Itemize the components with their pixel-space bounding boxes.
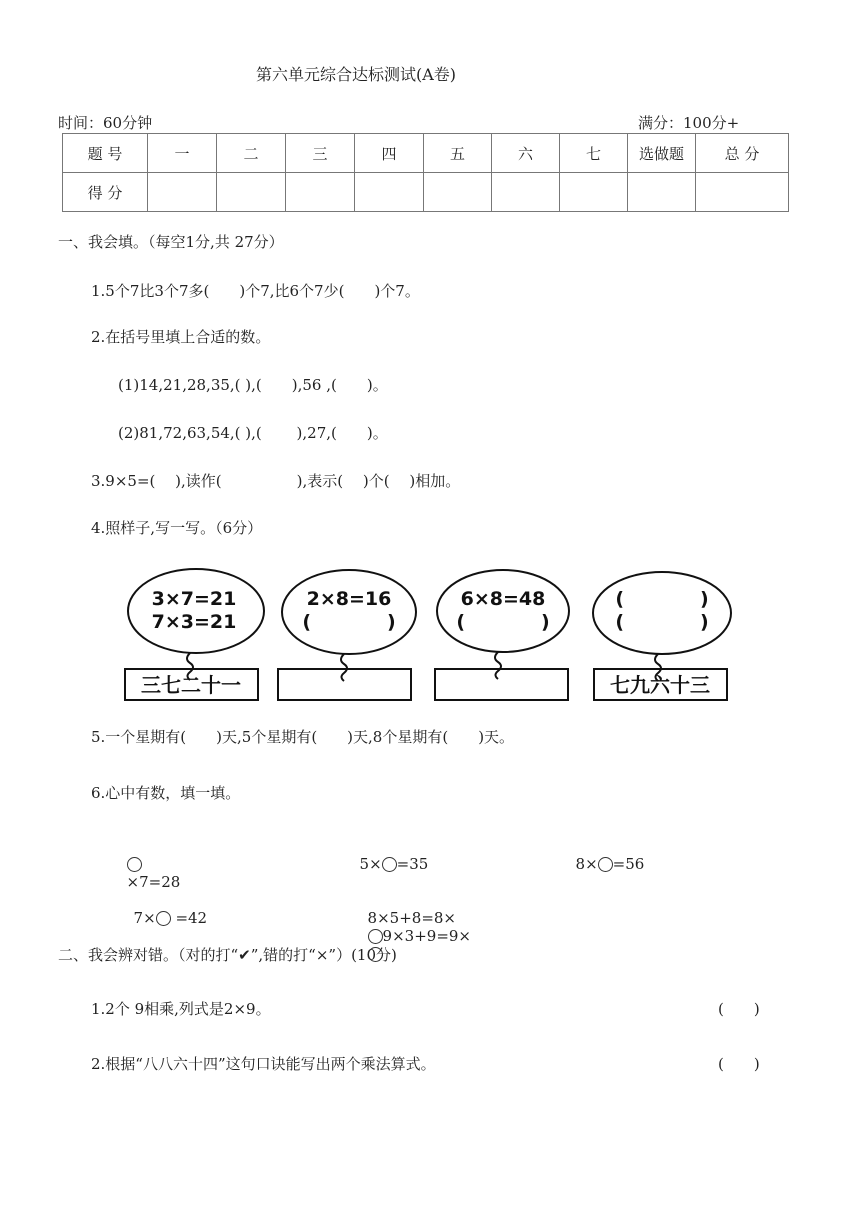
full-score: 满分：100分+ [638, 114, 740, 132]
bubble-tail-3 [495, 652, 501, 679]
judge-question-1: 1.2个 9相乘,列式是2×9。 [91, 1000, 271, 1018]
question-5: 5.一个星期有( )天,5个星期有( )天,8个星期有( )天。 [91, 728, 515, 746]
question-2: 2.在括号里填上合适的数。 [91, 328, 271, 346]
bubble-3-line-1: 6×8=48 [460, 588, 546, 610]
bubble-3-line-2: ( ) [456, 611, 550, 633]
score-input-cell[interactable] [217, 173, 286, 212]
judge-answer-paren-2[interactable]: ( ) [718, 1055, 760, 1073]
score-input-cell[interactable] [148, 173, 217, 212]
score-input-cell[interactable] [560, 173, 628, 212]
question-6: 6.心中有数，填一填。 [91, 784, 241, 802]
q6-item-b-pre: 5× [359, 855, 382, 873]
blank-circle-icon[interactable] [127, 857, 142, 872]
section2-heading: 二、我会辨对错。（对的打“✔”,错的打“×”）(10分) [58, 946, 397, 964]
score-input-cell[interactable] [355, 173, 424, 212]
question-2-part-1: (1)14,21,28,35,( ),( ),56 ,( )。 [118, 376, 388, 394]
bubble-1-line-2: 7×3=21 [151, 611, 237, 633]
answer-box-4-text: 七九六十三 [610, 673, 710, 697]
bubble-4-line-1: ( ) [615, 588, 709, 610]
question-1: 1.5个7比3个7多( )个7,比6个7少( )个7。 [91, 282, 420, 300]
bubble-figure [120, 565, 740, 705]
bubble-2-line-1: 2×8=16 [306, 588, 392, 610]
answer-box-3 [435, 669, 568, 700]
q6-item-a-text: ×7=28 [126, 873, 181, 891]
question-2-part-2: (2)81,72,63,54,( ),( ),27,( )。 [118, 424, 388, 442]
score-table-header-row [63, 134, 789, 173]
score-input-cell[interactable] [286, 173, 355, 212]
q6-item-d-post: =42 [170, 909, 208, 927]
judge-answer-paren-1[interactable]: ( ) [718, 1000, 760, 1018]
bubble-4-line-2: ( ) [615, 611, 709, 633]
blank-circle-icon[interactable] [382, 857, 397, 872]
q6-item-d [124, 891, 207, 927]
score-input-cell[interactable] [492, 173, 560, 212]
question-3: 3.9×5=( ),读作( ),表示( )个( )相加。 [91, 472, 461, 490]
answer-box-1-text: 三七二十一 [141, 673, 241, 697]
table-cell: 五 [424, 134, 492, 173]
time-limit: 时间：60分钟 [58, 114, 153, 132]
q6-item-c-pre: 8× [575, 855, 598, 873]
q6-item-a [117, 837, 180, 891]
bubble-2-line-2: ( ) [302, 611, 396, 633]
table-cell: 四 [355, 134, 424, 173]
table-cell: 七 [560, 134, 628, 173]
q6-item-c [566, 837, 644, 873]
q6-item-b [350, 837, 428, 873]
question-4: 4.照样子,写一写。（6分） [91, 519, 263, 537]
q6-item-b-post: =35 [396, 855, 429, 873]
q6-item-e-text: 8×5+8=8× [367, 909, 456, 927]
blank-circle-icon[interactable] [598, 857, 613, 872]
q6-item-d-pre: 7× [133, 909, 156, 927]
table-cell: 六 [492, 134, 560, 173]
score-table [62, 133, 789, 212]
table-cell: 一 [148, 134, 217, 173]
table-cell: 题 号 [63, 134, 148, 173]
judge-question-2: 2.根据“八八六十四”这句口诀能写出两个乘法算式。 [91, 1055, 436, 1073]
q6-item-c-post: =56 [612, 855, 645, 873]
blank-circle-icon[interactable] [156, 911, 171, 926]
q6-item-f-text: 9×3+9=9× [382, 927, 471, 945]
score-table-score-row [63, 173, 789, 212]
bubble-1-line-1: 3×7=21 [151, 588, 237, 610]
table-cell: 二 [217, 134, 286, 173]
score-input-cell[interactable] [424, 173, 492, 212]
table-cell: 得 分 [63, 173, 148, 212]
table-cell: 选做题 [628, 134, 696, 173]
bubble-tail-2 [341, 654, 347, 681]
score-input-cell[interactable] [628, 173, 696, 212]
blank-circle-icon[interactable] [368, 929, 383, 944]
table-cell: 三 [286, 134, 355, 173]
score-input-cell[interactable] [696, 173, 789, 212]
table-cell: 总 分 [696, 134, 789, 173]
page-title: 第六单元综合达标测试(A卷) [256, 65, 457, 84]
section1-heading: 一、我会填。（每空1分,共 27分） [58, 233, 284, 251]
